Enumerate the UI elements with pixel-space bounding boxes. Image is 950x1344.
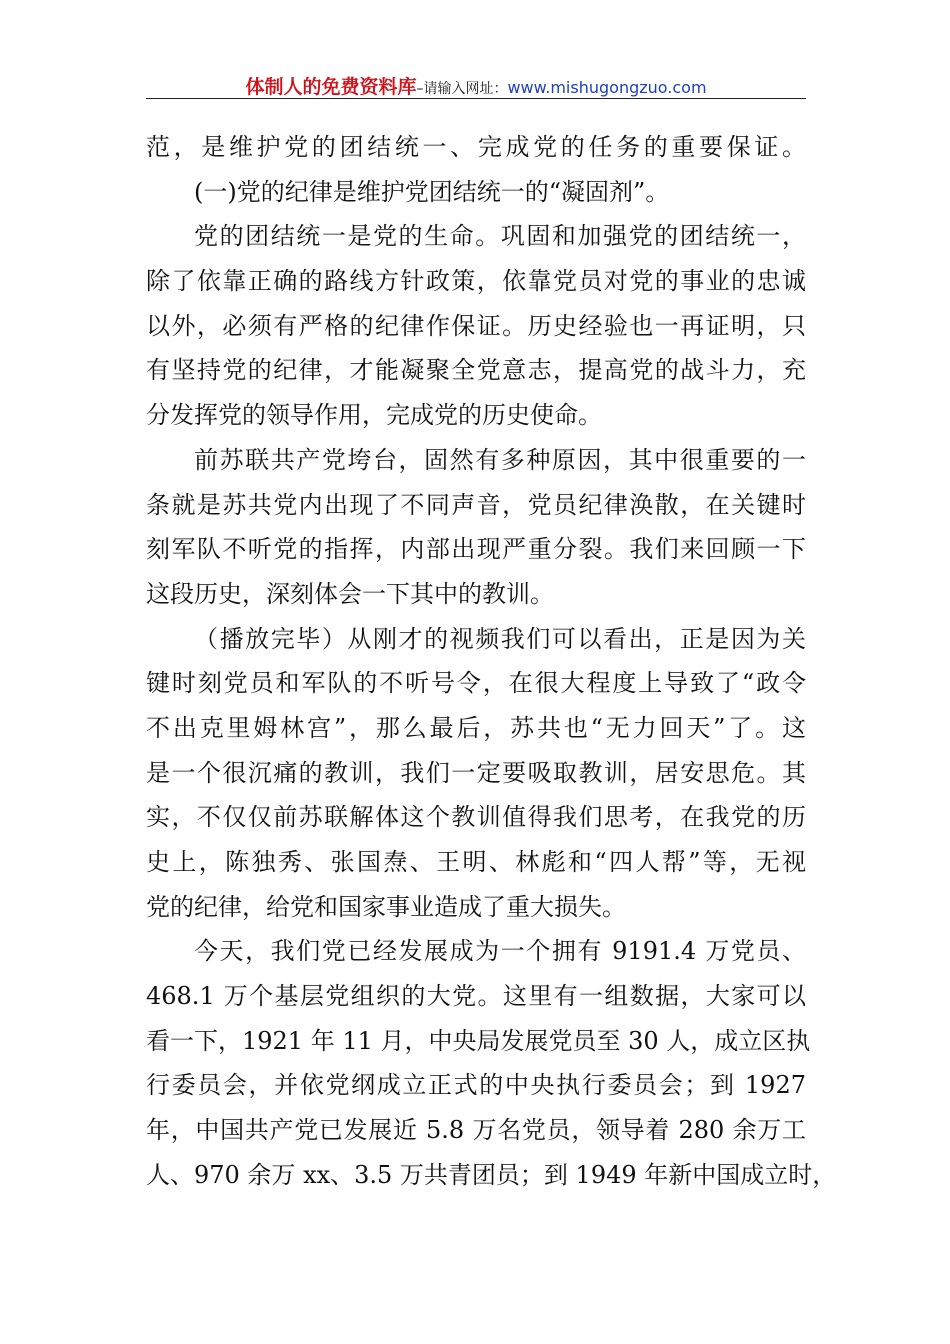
text-line: 键时刻党员和军队的不听号令，在很大程度上导致了“政令 — [146, 669, 806, 698]
document-body — [146, 125, 837, 1198]
text-line: 是一个很沉痛的教训，我们一定要吸取教训，居安思危。其 — [146, 758, 806, 787]
text-line: 实，不仅仅前苏联解体这个教训值得我们思考，在我党的历 — [146, 803, 806, 832]
header-brand: 体制人的免费资料库 — [245, 76, 417, 98]
text-line: 以外，必须有严格的纪律作保证。历史经验也一再证明，只 — [146, 311, 806, 340]
text-line: 条就是苏共党内出现了不同声音，党员纪律涣散，在关键时 — [146, 490, 806, 519]
text-line: 有坚持党的纪律，才能凝聚全党意志，提高党的战斗力，充 — [146, 356, 806, 385]
text-line: 看一下，1921 年 11 月，中央局发展党员至 30 人，成立区执 — [146, 1026, 811, 1055]
page-header — [146, 72, 806, 99]
text-line: 除了依靠正确的路线方针政策，依靠党员对党的事业的忠诚 — [146, 267, 806, 296]
text-line: （播放完毕）从刚才的视频我们可以看出，正是因为关 — [194, 624, 806, 653]
text-line: 不出克里姆林宫”，那么最后，苏共也“无力回天”了。这 — [146, 713, 806, 742]
text-line: 史上，陈独秀、张国焘、王明、林彪和“四人帮”等，无视 — [146, 848, 806, 876]
text-line: 年，中国共产党已发展近 5.8 万名党员，领导着 280 余万工 — [146, 1116, 806, 1145]
text-line: 刻军队不听党的指挥，内部出现严重分裂。我们来回顾一下 — [146, 535, 806, 564]
text-line: 行委员会，并依党纲成立正式的中央执行委员会；到 1927 — [146, 1071, 806, 1100]
text-line: 人、970 余万 xx、3.5 万共青团员；到 1949 年新中国成立时， — [146, 1160, 837, 1189]
text-line: 前苏联共产党垮台，固然有多种原因，其中很重要的一 — [194, 445, 806, 474]
header-url[interactable]: www.mishugongzuo.com — [507, 78, 707, 97]
text-line: 468.1 万个基层党组织的大党。这里有一组数据，大家可以 — [146, 982, 806, 1011]
text-line: 这段历史，深刻体会一下其中的教训。 — [146, 579, 554, 608]
text-line: 分发挥党的领导作用，完成党的历史使命。 — [146, 401, 602, 430]
section-heading: (一)党的纪律是维护党团结统一的“凝固剂”。 — [194, 177, 670, 206]
text-line: 今天，我们党已经发展成为一个拥有 9191.4 万党员、 — [194, 937, 806, 966]
text-line: 党的团结统一是党的生命。巩固和加强党的团结统一， — [194, 222, 806, 251]
text-line: 党的纪律，给党和国家事业造成了重大损失。 — [146, 892, 626, 921]
header-hint: –请输入网址： — [416, 81, 508, 97]
text-line: 范，是维护党的团结统一、完成党的任务的重要保证。 — [146, 133, 806, 161]
